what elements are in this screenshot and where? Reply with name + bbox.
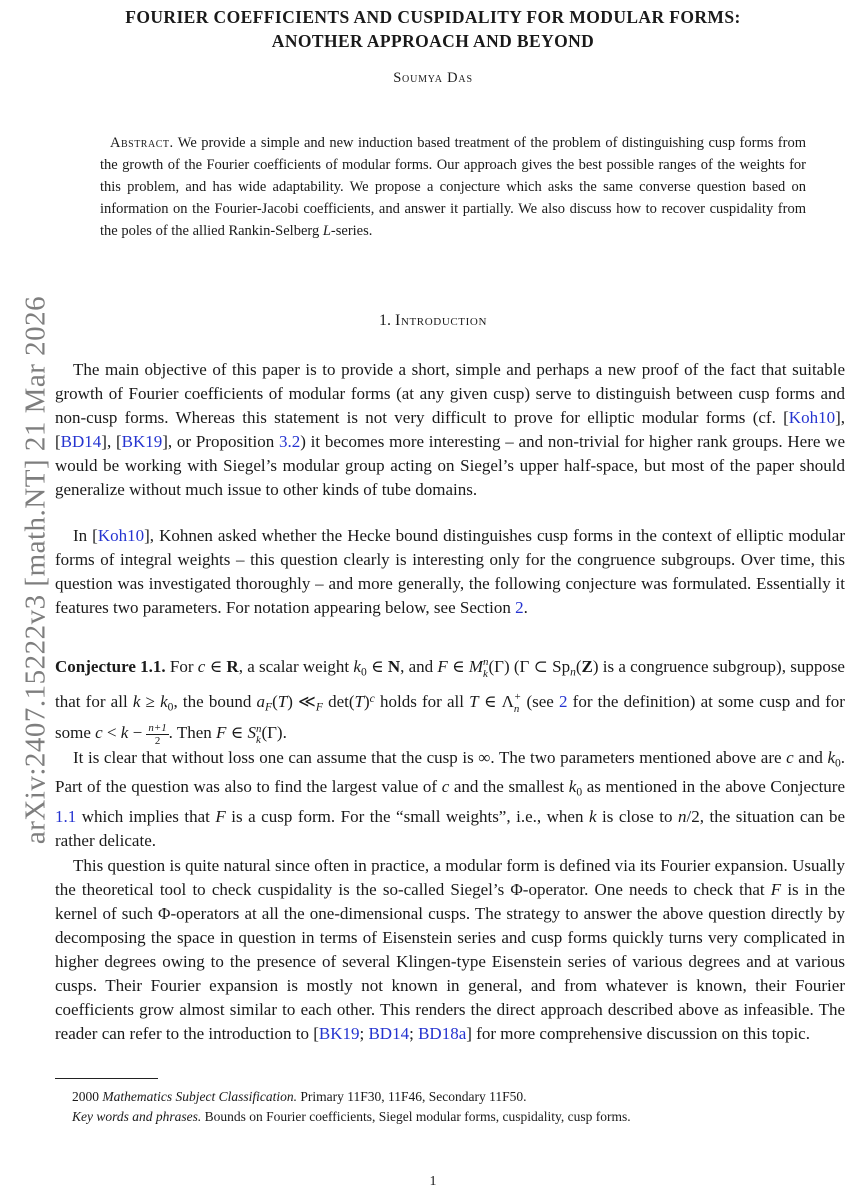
citation-link[interactable]: Koh10 bbox=[788, 408, 836, 427]
text-segment: ; bbox=[409, 1024, 419, 1043]
text-segment: , and bbox=[400, 657, 438, 676]
text-segment: and the smallest bbox=[449, 777, 569, 797]
text-segment: Key words and phrases. bbox=[72, 1109, 202, 1124]
abstract-text bbox=[100, 135, 806, 239]
text-segment: det( bbox=[322, 691, 355, 711]
text-segment: as mentioned in the above Conjecture bbox=[582, 777, 845, 797]
text-segment: ) is a congruence subgroup), suppose that for all bbox=[55, 657, 845, 711]
text-segment: In [ bbox=[73, 526, 98, 545]
section-number: 1. bbox=[379, 312, 392, 329]
text-segment: , the bound bbox=[173, 691, 257, 711]
footnote-keywords bbox=[55, 1107, 845, 1127]
text-segment: is a cusp form. For the “small weights”, i.e., when bbox=[225, 806, 589, 826]
citation-link[interactable]: 3.2 bbox=[279, 432, 301, 451]
paragraph-4 bbox=[55, 854, 845, 1046]
conjecture-text bbox=[55, 656, 845, 748]
paper-title bbox=[0, 5, 866, 53]
citation-link[interactable]: BK19 bbox=[318, 1024, 360, 1043]
text-segment: is in the kernel of such Φ-operators at all the one-dimensional cusps. The strategy to answer the above question directly by decomposing the space in question in terms of Eisenstein series and cusp forms quickly turns very complicated in higher degrees owing to the presence of several Klingen-type Eisenstein series of various degrees and at various cusps. Their Fourier expansion is mostly not known in general, and from whatever is known, their Fourier coefficients grow almost similar to each other. This renders the direct approach described above as infeasible. The reader can refer to the introduction to [ bbox=[55, 880, 845, 1043]
text-segment: ) ≪ bbox=[287, 691, 316, 711]
text-segment: ] for more comprehensive discussion on this topic. bbox=[466, 1024, 810, 1043]
text-segment: − bbox=[128, 723, 147, 743]
inline-supsub: n k bbox=[256, 722, 262, 746]
text-segment: 2000 bbox=[72, 1089, 103, 1104]
author-name: Soumya Das bbox=[393, 70, 473, 86]
text-segment: ∈ bbox=[226, 723, 248, 743]
text-segment: This question is quite natural since often in practice, a modular form is defined via its Fourier expansion. Usually the theoretical tool to check cuspidality is the so-called Siegel’s Φ-operator. One needs to check that bbox=[55, 856, 845, 899]
text-segment: is close to bbox=[596, 806, 679, 826]
text-segment: Mathematics Subject Classification. bbox=[102, 1089, 297, 1104]
text-segment: a bbox=[256, 691, 265, 711]
page-number: 1 bbox=[429, 1174, 437, 1189]
text-segment: T bbox=[354, 691, 364, 711]
conjecture-label: Conjecture 1.1. bbox=[55, 657, 166, 676]
text-segment: ∈ bbox=[366, 657, 388, 676]
text-segment: S bbox=[247, 723, 256, 743]
text-segment: M bbox=[468, 657, 484, 676]
inline-fraction: $\frac{n+1}{2}$ bbox=[148, 721, 167, 748]
text-segment: We provide a simple and new induction based treatment of the problem of distinguishing cusp forms from the growth of the Fourier coefficients of modular forms. Our approach gives the best possible ranges of the weights for this problem, and has wide adaptability. We propose a conjecture which asks the same converse question based on information on the Fourier-Jacobi coefficients, and answer it partially. We also discuss how to recover cuspidality from the poles of the allied Rankin-Selberg bbox=[100, 135, 806, 239]
text-segment: c bbox=[441, 777, 450, 797]
text-segment: k bbox=[588, 806, 597, 826]
citation-link[interactable]: BD14 bbox=[368, 1024, 410, 1043]
arxiv-watermark: arXiv:2407.15222v3 [math.NT] 21 Mar 2026 bbox=[19, 295, 52, 845]
text-segment: ) bbox=[363, 691, 370, 711]
paper-title-line2: ANOTHER APPROACH AND BEYOND bbox=[271, 31, 595, 51]
text-segment: . Then bbox=[168, 723, 217, 743]
text-segment: ( bbox=[272, 691, 278, 711]
text-segment: (see bbox=[521, 691, 559, 711]
text-segment: < bbox=[102, 723, 121, 743]
footnote-rule bbox=[55, 1078, 158, 1079]
text-segment: The main objective of this paper is to provide a short, simple and perhaps a new proof of the fact that suitable growth of Fourier coefficients of modular forms (at any given cusp) serve to distinguish between cusp forms and non-cusp forms. Whereas this statement is not very difficult to prove for elliptic modular forms (cf. [ bbox=[55, 360, 845, 427]
text-segment: ) it becomes more interesting – and non-trivial for higher rank groups. Here we would be working with Siegel’s modular group acting on Siegel’s upper half-space, but most of the paper should generalize without much issue to other kinds of tube domains. bbox=[55, 432, 845, 499]
text-segment: 0 bbox=[167, 700, 174, 714]
paragraph-1 bbox=[55, 358, 845, 502]
text-segment: ; bbox=[359, 1024, 369, 1043]
citation-link[interactable]: Koh10 bbox=[97, 526, 145, 545]
text-segment: , a scalar weight bbox=[238, 657, 354, 676]
section-heading bbox=[0, 312, 866, 330]
text-segment: c bbox=[95, 723, 103, 743]
text-segment: k bbox=[160, 691, 168, 711]
citation-link[interactable]: 2 bbox=[515, 598, 524, 617]
text-segment: ∈ Λ bbox=[478, 691, 514, 711]
text-segment: . Part of the question was also to find the largest value of bbox=[55, 748, 846, 797]
section-title: Introduction bbox=[395, 312, 487, 329]
text-segment: T bbox=[469, 691, 479, 711]
inline-supsub: + n bbox=[513, 691, 522, 715]
text-segment: k bbox=[827, 748, 835, 767]
text-segment: ( bbox=[575, 657, 582, 676]
paper-title-line1: FOURIER COEFFICIENTS AND CUSPIDALITY FOR MODULAR FORMS: bbox=[125, 7, 741, 27]
text-segment: Z bbox=[581, 657, 593, 676]
text-segment: For bbox=[165, 657, 198, 676]
text-segment: ], or Proposition bbox=[162, 432, 279, 451]
text-segment: 0 bbox=[360, 665, 367, 679]
text-segment: k bbox=[353, 657, 361, 676]
text-segment: for the definition) at some cusp and for some bbox=[55, 691, 845, 743]
text-segment: . bbox=[523, 598, 528, 617]
text-segment: ∈ bbox=[447, 657, 469, 676]
paragraph-3 bbox=[55, 746, 845, 853]
text-segment: Primary 11F30, 11F46, Secondary 11F50. bbox=[296, 1089, 527, 1104]
text-segment: ], [ bbox=[101, 432, 122, 451]
text-segment: k bbox=[568, 777, 577, 797]
text-segment: holds for all bbox=[374, 691, 470, 711]
text-segment: and bbox=[793, 748, 828, 767]
abstract-label: Abstract. bbox=[110, 135, 174, 151]
text-segment: 0 bbox=[834, 756, 841, 770]
text-segment: c bbox=[786, 748, 794, 767]
text-segment: (Γ). bbox=[261, 723, 287, 743]
text-segment: n bbox=[570, 665, 576, 679]
paragraph-2 bbox=[55, 524, 845, 620]
text-segment: k bbox=[120, 723, 129, 743]
text-segment: c bbox=[369, 691, 375, 705]
citation-link[interactable]: 1.1 bbox=[55, 806, 77, 826]
abstract-block bbox=[100, 132, 806, 242]
text-segment: L bbox=[322, 223, 331, 239]
text-segment: F bbox=[215, 806, 226, 826]
inline-supsub: n k bbox=[483, 656, 489, 680]
text-segment: ∈ bbox=[205, 657, 227, 676]
text-segment: ], Kohnen asked whether the Hecke bound distinguishes cusp forms in the context of elliptic modular forms of integral weights – this question clearly is interesting only for the congruence subgroups. Over time, this question was investigated thoroughly – and more generally, the following conjecture was formulated. Essentially it features two parameters. For notation appearing below, see Section bbox=[55, 526, 846, 617]
footnote-msc bbox=[55, 1087, 845, 1107]
text-segment: ≥ bbox=[140, 691, 161, 711]
text-segment: F bbox=[770, 880, 782, 899]
text-segment: -series. bbox=[330, 223, 373, 239]
text-segment: Bounds on Fourier coefficients, Siegel modular forms, cuspidality, cusp forms. bbox=[201, 1109, 631, 1124]
citation-link[interactable]: BK19 bbox=[121, 432, 163, 451]
text-segment: k bbox=[132, 691, 141, 711]
text-segment: F bbox=[315, 700, 323, 714]
text-segment: (Γ) (Γ ⊂ Sp bbox=[488, 657, 571, 676]
citation-link[interactable]: BD14 bbox=[60, 432, 102, 451]
citation-link[interactable]: BD18a bbox=[418, 1024, 467, 1043]
text-segment: R bbox=[226, 657, 239, 676]
text-segment: 0 bbox=[576, 785, 583, 799]
text-segment: c bbox=[197, 657, 206, 676]
text-segment: F bbox=[265, 700, 273, 714]
citation-link[interactable]: 2 bbox=[559, 691, 568, 711]
text-segment: n bbox=[678, 806, 687, 826]
text-segment: /2, the situation can be rather delicate. bbox=[55, 806, 846, 850]
text-segment: F bbox=[216, 723, 227, 743]
conjecture-1-1 bbox=[55, 654, 845, 748]
text-segment: N bbox=[387, 657, 401, 676]
text-segment: ], [ bbox=[55, 408, 845, 451]
text-segment: T bbox=[277, 691, 288, 711]
text-segment: It is clear that without loss one can assume that the cusp is ∞. The two parameters mentioned above are bbox=[73, 748, 787, 767]
text-segment: F bbox=[437, 657, 448, 676]
text-segment: which implies that bbox=[76, 806, 216, 826]
